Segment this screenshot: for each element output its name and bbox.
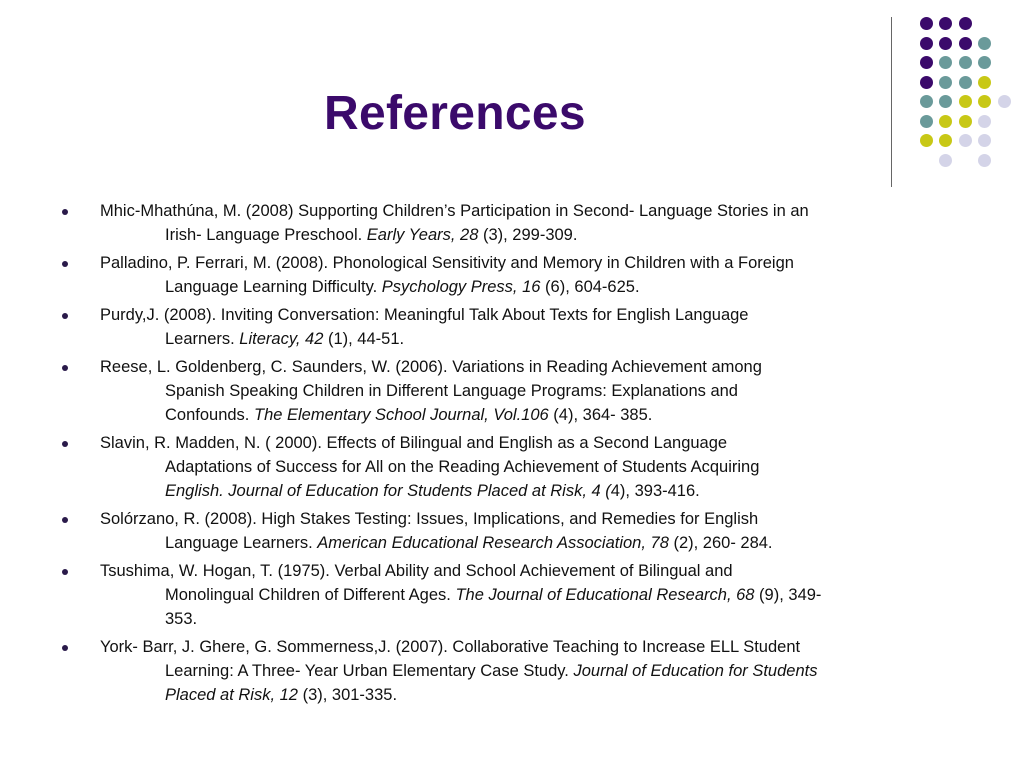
decor-dot-yellow [959, 115, 972, 128]
reference-text: (2), 260- 284. [668, 534, 773, 552]
reference-first-line: Tsushima, W. Hogan, T. (1975). Verbal Ability and School Achievement of Bilingual and [100, 562, 733, 580]
reference-text: Learning: A Three- Year Urban Elementary Case Study. [165, 662, 574, 680]
decor-dot-purple [939, 17, 952, 30]
reference-source: Journal of Education for Students [573, 662, 818, 680]
decor-dot-purple [939, 37, 952, 50]
decor-dot-yellow [978, 76, 991, 89]
reference-text: Adaptations of Success for All on the Reading Achievement of Students Acquiring [165, 458, 760, 476]
reference-first-line: Purdy,J. (2008). Inviting Conversation: Meaningful Talk About Texts for English Language [100, 306, 749, 324]
reference-first-line: Reese, L. Goldenberg, C. Saunders, W. (2006). Variations in Reading Achievement among [100, 358, 762, 376]
decor-dot-purple [920, 76, 933, 89]
decor-dot-lavender [998, 95, 1011, 108]
reference-source: Psychology Press, 16 [381, 278, 541, 296]
decor-dot-yellow [939, 134, 952, 147]
reference-item [62, 355, 962, 427]
reference-item [62, 507, 962, 555]
reference-source: American Educational Research Association, 78 [317, 534, 669, 552]
decor-dot-purple [959, 17, 972, 30]
reference-continuation-line [100, 531, 962, 555]
reference-text: 353. [165, 610, 198, 628]
decor-dot-teal [959, 76, 972, 89]
decor-dot-purple [920, 17, 933, 30]
reference-source: Early Years, 28 [366, 226, 479, 244]
reference-first-line: Solórzano, R. (2008). High Stakes Testing: Issues, Implications, and Remedies for English [100, 510, 759, 528]
reference-text: Irish- Language Preschool. [165, 226, 367, 244]
decor-dot-teal [939, 76, 952, 89]
reference-source: English. Journal of Education for Students Placed at Risk, 4 ( [165, 482, 611, 500]
reference-continuation-line [100, 683, 962, 707]
decor-dot-teal [978, 37, 991, 50]
reference-continuation-line [100, 403, 962, 427]
reference-source: Placed at Risk, 12 [165, 686, 298, 704]
reference-text: Confounds. [165, 406, 254, 424]
reference-continuation-line [100, 659, 962, 683]
reference-text: (3), 301-335. [297, 686, 398, 704]
bullet-icon [62, 645, 68, 651]
decor-dot-teal [920, 95, 933, 108]
reference-first-line: York- Barr, J. Ghere, G. Sommerness,J. (2007). Collaborative Teaching to Increase ELL Student [100, 638, 801, 656]
decor-dot-purple [920, 56, 933, 69]
reference-item [62, 431, 962, 503]
decor-dot-yellow [920, 134, 933, 147]
bullet-icon [62, 261, 68, 267]
slide-title: References [324, 87, 586, 140]
reference-item [62, 251, 962, 299]
reference-continuation-line [100, 223, 962, 247]
reference-continuation-line [100, 275, 962, 299]
decor-dot-purple [959, 37, 972, 50]
reference-text: Language Learners. [165, 534, 318, 552]
reference-text: (9), 349- [754, 586, 822, 604]
decor-dot-teal [939, 95, 952, 108]
bullet-icon [62, 441, 68, 447]
reference-first-line: Palladino, P. Ferrari, M. (2008). Phonological Sensitivity and Memory in Children with a Foreign [100, 254, 794, 272]
decor-dot-teal [939, 56, 952, 69]
reference-source: Literacy, 42 [239, 330, 324, 348]
decor-dot-yellow [959, 95, 972, 108]
reference-item [62, 199, 962, 247]
reference-text: (4), 364- 385. [548, 406, 653, 424]
reference-text: 4), 393-416. [610, 482, 700, 500]
reference-text: (6), 604-625. [540, 278, 640, 296]
decor-dot-teal [959, 56, 972, 69]
reference-text: (3), 299-309. [478, 226, 578, 244]
reference-text: Learners. [165, 330, 240, 348]
reference-list [62, 199, 962, 711]
reference-item [62, 635, 962, 707]
decor-dot-yellow [978, 95, 991, 108]
bullet-icon [62, 365, 68, 371]
reference-item [62, 303, 962, 351]
reference-first-line: Mhic-Mhathúna, M. (2008) Supporting Children’s Participation in Second- Language Stories in an [100, 202, 809, 220]
decor-dot-teal [978, 56, 991, 69]
bullet-icon [62, 569, 68, 575]
reference-continuation-line [100, 379, 962, 403]
reference-text: Language Learning Difficulty. [165, 278, 382, 296]
reference-continuation-line [100, 479, 962, 503]
decor-dot-teal [920, 115, 933, 128]
reference-continuation-line [100, 607, 962, 631]
reference-source: The Elementary School Journal, Vol.106 [253, 406, 549, 424]
reference-continuation-line [100, 583, 962, 607]
reference-text: (1), 44-51. [323, 330, 405, 348]
reference-source: The Journal of Educational Research, 68 [455, 586, 755, 604]
reference-continuation-line [100, 327, 962, 351]
reference-continuation-line [100, 455, 962, 479]
decor-dot-lavender [939, 154, 952, 167]
decor-dot-yellow [939, 115, 952, 128]
reference-first-line: Slavin, R. Madden, N. ( 2000). Effects of Bilingual and English as a Second Language [100, 434, 728, 452]
bullet-icon [62, 209, 68, 215]
decor-dot-lavender [959, 134, 972, 147]
decor-dot-lavender [978, 134, 991, 147]
bullet-icon [62, 313, 68, 319]
reference-item [62, 559, 962, 631]
decor-dot-lavender [978, 154, 991, 167]
reference-text: Spanish Speaking Children in Different Language Programs: Explanations and [165, 382, 738, 400]
decor-dot-lavender [978, 115, 991, 128]
bullet-icon [62, 517, 68, 523]
reference-text: Monolingual Children of Different Ages. [165, 586, 456, 604]
title-divider [891, 17, 892, 187]
decor-dot-purple [920, 37, 933, 50]
